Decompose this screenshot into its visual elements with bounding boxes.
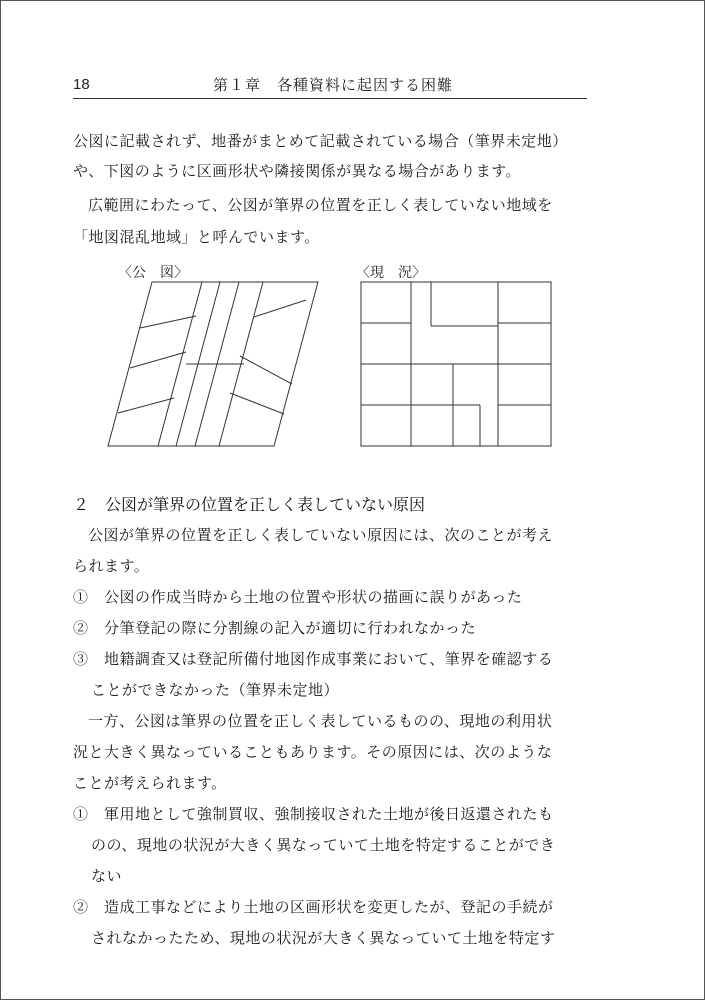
section-line: 公図が筆界の位置を正しく表していない原因には、次のことが考え [88,526,554,544]
intro-line-4: 「地図混乱地域」と呼んでいます。 [73,228,320,246]
page-number: 18 [73,76,90,93]
intro-line-3: 広範囲にわたって、公図が筆界の位置を正しく表していない地域を [88,196,553,214]
kouzu-parcel-line [240,356,292,384]
reason-item-2-cont: されなかったため、現地の状況が大きく異なっていて土地を特定す [91,929,556,947]
intro-line-2: や、下図のように区画形状や隣接関係が異なる場合があります。 [73,162,522,180]
cause-item-2: ② 分筆登記の際に分割線の記入が適切に行われなかった [73,619,477,637]
reason-item-1-cont: のの、現地の状況が大きく異なっていて土地を特定することができ [91,836,556,854]
reason-item-1: ① 軍用地として強制買収、強制接収された土地が後日返還されたも [73,805,554,823]
kouzu-parcel-line [130,352,186,368]
cause-item-3: ③ 地籍調査又は登記所備付地図作成事業において、筆界を確認する [73,650,554,668]
section-line: られます。 [73,557,150,575]
intro-line-1: 公図に記載されず、地番がまとめて記載されている場合（筆界未定地） [73,132,568,150]
genkyou-diagram [355,276,555,454]
section-line: 況と大きく異なっていることもあります。その原因には、次のような [73,743,553,761]
kouzu-parcel-line [230,393,284,414]
genkyou-caption: 〈現 況〉 [356,265,426,281]
kouzu-diagram [100,276,330,454]
section-line: 一方、公図は筆界の位置を正しく表しているものの、現地の利用状 [88,712,553,730]
kouzu-parcel-line [254,300,306,317]
reason-item-1-cont: ない [91,867,123,885]
section-heading: ２ 公図が筆界の位置を正しく表していない原因 [73,495,426,514]
section-line: ことが考えられます。 [73,774,227,792]
page-header [73,68,587,99]
cause-item-3-cont: ことができなかった（筆界未定地） [91,681,340,699]
reason-item-2: ② 造成工事などにより土地の区画形状を変更したが、登記の手続が [73,898,554,916]
chapter-title: 第１章 各種資料に起因する困難 [213,76,454,94]
cause-item-1: ① 公図の作成当時から土地の位置や形状の描画に誤りがあった [73,588,523,606]
kouzu-parcel-line [118,398,174,413]
kouzu-caption: 〈公 図〉 [118,265,188,281]
kouzu-parcel-line [140,316,196,328]
